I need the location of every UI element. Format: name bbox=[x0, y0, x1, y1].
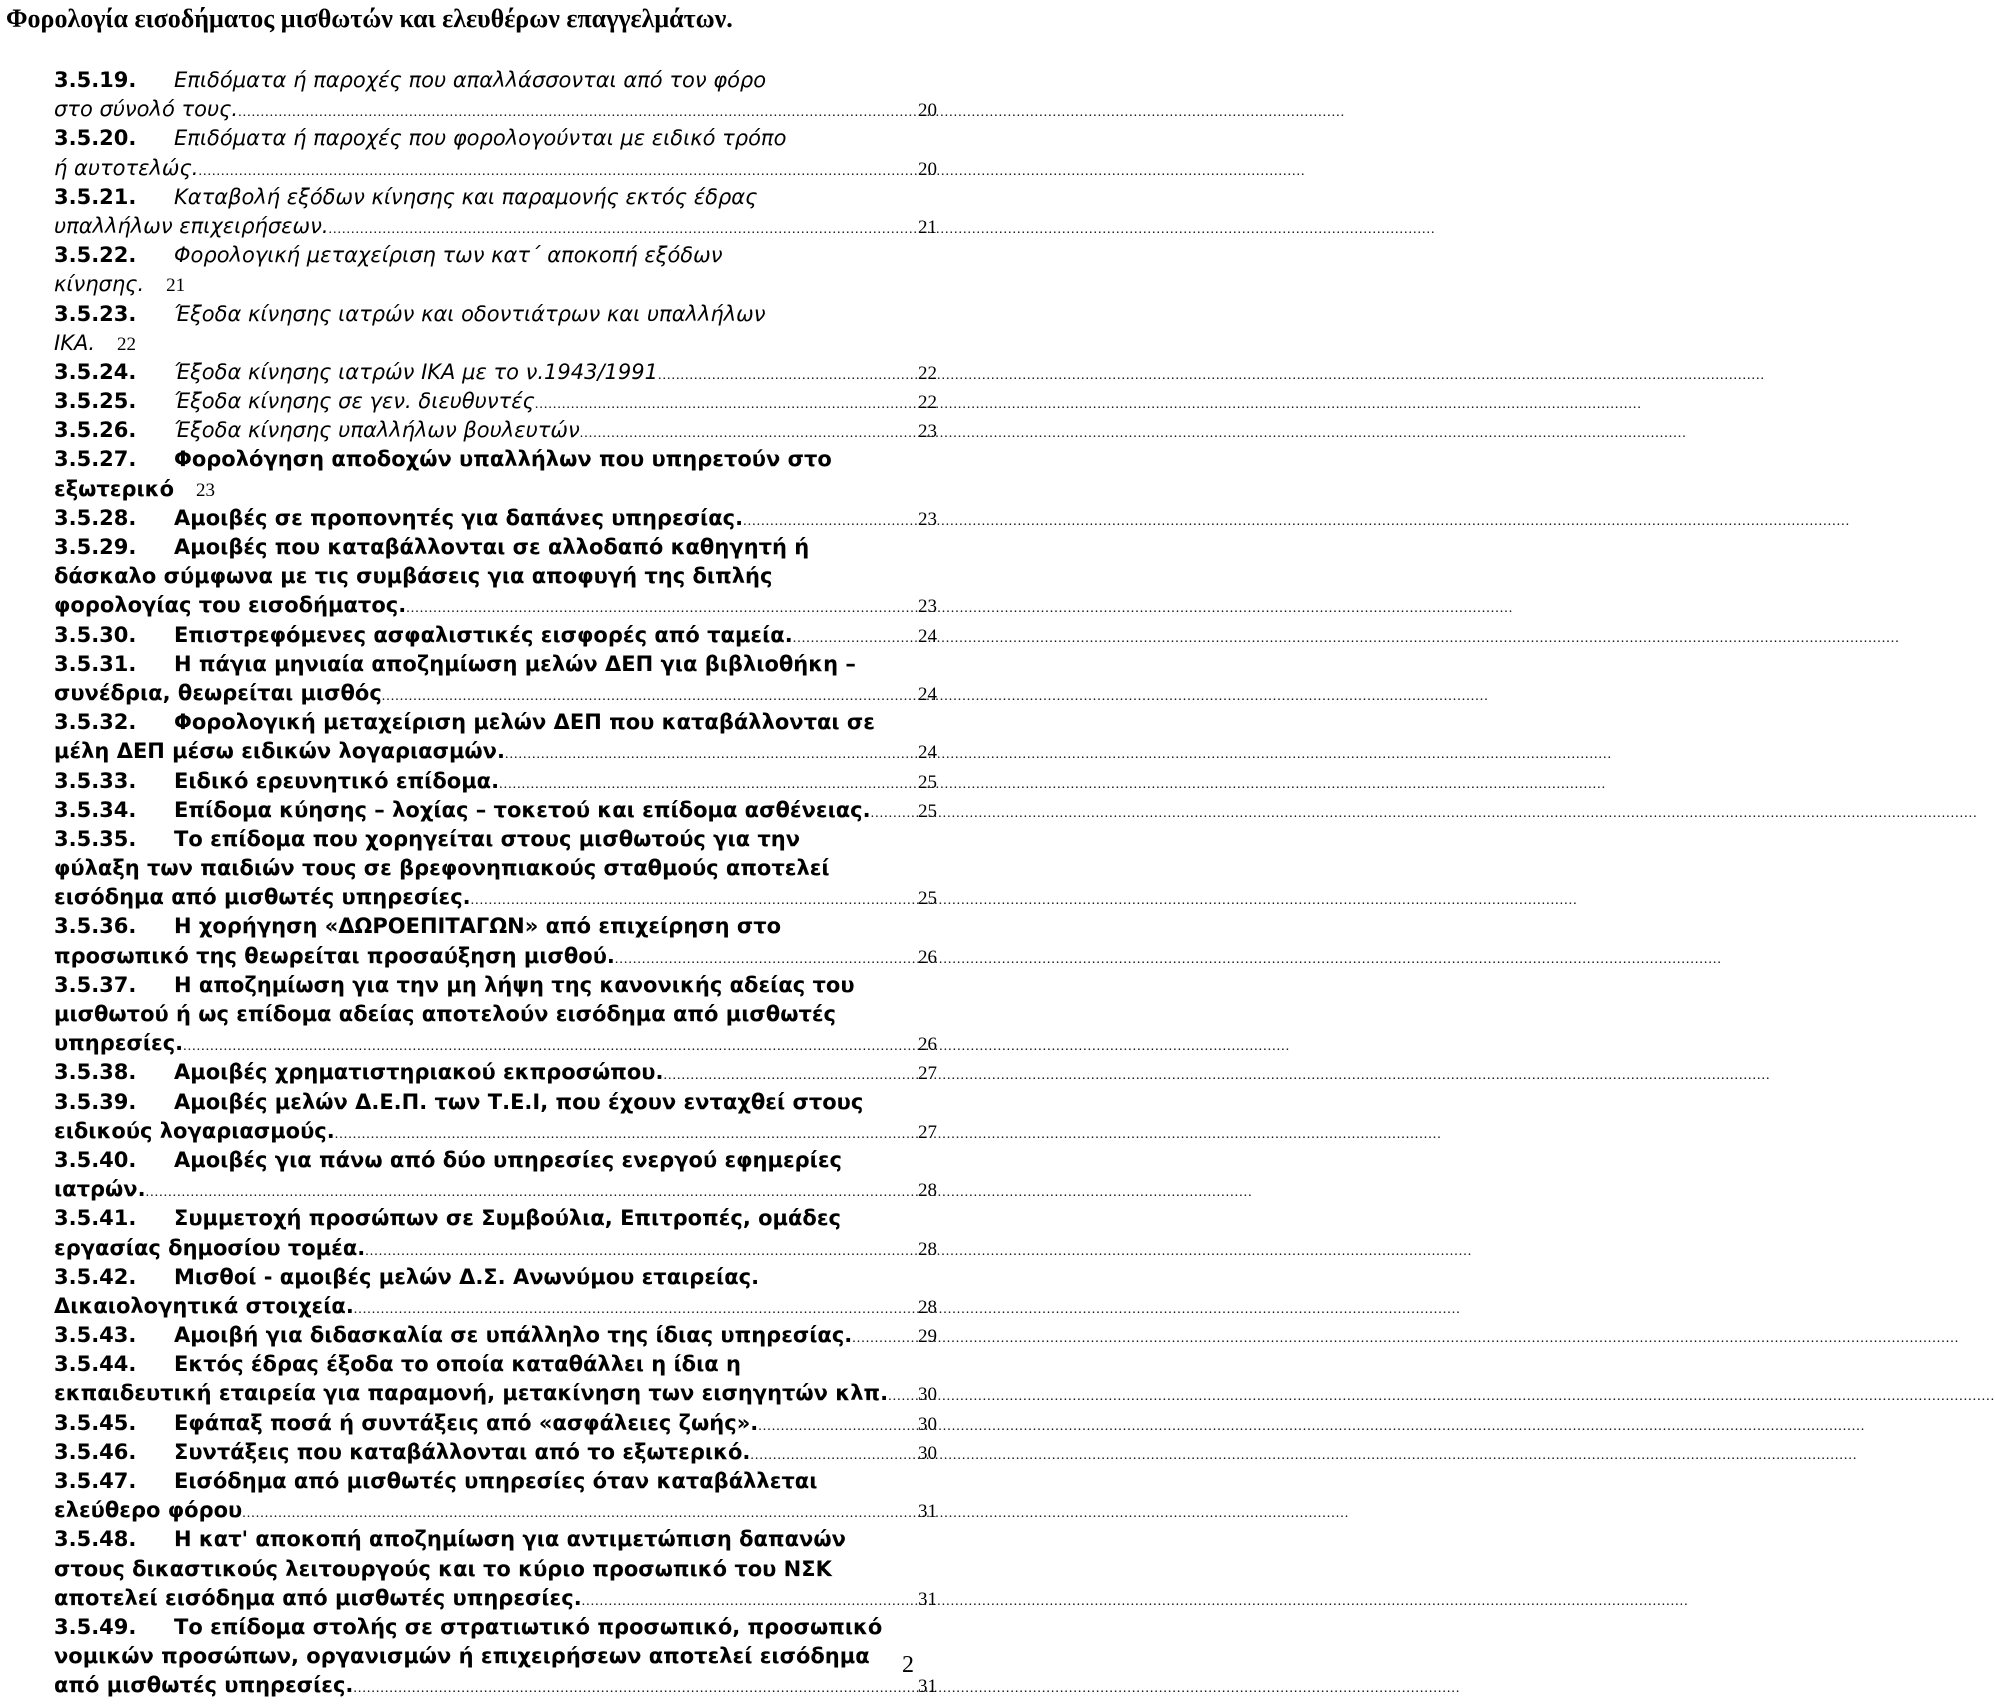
toc-entry-page-number: 25 bbox=[918, 888, 937, 910]
toc-entry-line bbox=[54, 1409, 937, 1438]
toc-entry[interactable] bbox=[54, 796, 937, 825]
toc-entry-number: 3.5.37. bbox=[54, 972, 137, 997]
dot-leader bbox=[242, 1499, 915, 1528]
dot-leader bbox=[615, 945, 915, 974]
toc-entry[interactable] bbox=[54, 183, 937, 241]
dot-leader bbox=[580, 419, 915, 448]
toc-entry-line bbox=[54, 154, 937, 183]
toc-entry-text: Έξοδα κίνησης ιατρών και οδοντιάτρων και υπαλλήλων bbox=[174, 301, 766, 326]
toc-entry[interactable] bbox=[54, 1058, 937, 1087]
toc-entry-text: Αμοιβή για διδασκαλία σε υπάλληλο της ίδιας υπηρεσίας. bbox=[174, 1323, 853, 1348]
toc-entry-number: 3.5.43. bbox=[54, 1323, 137, 1348]
toc-entry-number: 3.5.21. bbox=[54, 184, 137, 209]
toc-entry-line bbox=[54, 504, 937, 533]
toc-entry-text: εκπαιδευτική εταιρεία για παραμονή, μετακίνηση των εισηγητών κλπ. bbox=[54, 1381, 889, 1406]
toc-entry-line bbox=[54, 1175, 937, 1204]
toc-entry-text: Επιδόματα ή παροχές που απαλλάσσονται από τον φόρο bbox=[174, 68, 767, 92]
toc-entry[interactable] bbox=[54, 1350, 937, 1408]
dot-leader bbox=[354, 1295, 915, 1324]
toc-entry-line bbox=[54, 533, 937, 562]
toc-entry-line bbox=[54, 825, 937, 854]
toc-entry-line bbox=[54, 1555, 937, 1584]
toc-entry-page-number: 24 bbox=[918, 625, 937, 647]
toc-entry-line bbox=[54, 1234, 937, 1263]
toc-entry-line bbox=[54, 1525, 937, 1554]
toc-entry-text: Η πάγια μηνιαία αποζημίωση μελών ΔΕΠ για βιβλιοθήκη – bbox=[174, 651, 856, 676]
toc-entry[interactable] bbox=[54, 621, 937, 650]
toc-entry[interactable] bbox=[54, 1409, 937, 1438]
toc-entry-page-number: 21 bbox=[166, 275, 186, 297]
toc-entry-line bbox=[54, 854, 937, 883]
toc-entry-line bbox=[54, 1467, 937, 1496]
toc-entry-text: Εφάπαξ ποσά ή συντάξεις από «ασφάλειες ζωής». bbox=[174, 1410, 759, 1435]
toc-entry-text: ΙΚΑ. bbox=[54, 330, 96, 355]
toc-entry-line bbox=[54, 971, 937, 1000]
dot-leader bbox=[471, 886, 915, 915]
toc-entry[interactable] bbox=[54, 504, 937, 533]
toc-entry-line bbox=[54, 708, 937, 737]
toc-entry-line bbox=[54, 329, 937, 358]
toc-entry-page-number: 30 bbox=[918, 1384, 937, 1406]
toc-entry-text: προσωπικό της θεωρείται προσαύξηση μισθού. bbox=[54, 943, 615, 968]
toc-entry-text: κίνησης. bbox=[54, 272, 145, 297]
toc-entry-line bbox=[54, 1117, 937, 1146]
toc-entry-text: Η κατ' αποκοπή αποζημίωση για αντιμετώπιση δαπανών bbox=[174, 1527, 846, 1552]
toc-entry-text: Φορολόγηση αποδοχών υπαλλήλων που υπηρετούν στο bbox=[174, 447, 832, 472]
toc-entry-text: ιατρών. bbox=[54, 1177, 146, 1202]
toc-entry[interactable] bbox=[54, 416, 937, 445]
dot-leader bbox=[888, 1382, 915, 1411]
toc-entry-number: 3.5.23. bbox=[54, 301, 137, 326]
dot-leader bbox=[499, 770, 915, 799]
toc-entry[interactable] bbox=[54, 1088, 937, 1146]
toc-entry-line bbox=[54, 883, 937, 912]
toc-entry-number: 3.5.22. bbox=[54, 243, 137, 268]
toc-entry-line bbox=[54, 1496, 937, 1525]
toc-entry-line bbox=[54, 1671, 937, 1700]
toc-entry-page-number: 27 bbox=[918, 1121, 937, 1143]
toc-entry-line bbox=[54, 767, 937, 796]
toc-entry-text: Δικαιολογητικά στοιχεία. bbox=[54, 1293, 354, 1318]
dot-leader bbox=[505, 740, 915, 769]
toc-entry-line bbox=[54, 183, 937, 212]
toc-entry[interactable] bbox=[54, 971, 937, 1059]
toc-entry-number: 3.5.49. bbox=[54, 1614, 137, 1639]
table-of-contents bbox=[54, 66, 937, 1701]
toc-entry-number: 3.5.47. bbox=[54, 1469, 137, 1493]
toc-entry-page-number: 23 bbox=[918, 421, 937, 443]
toc-entry-page-number: 22 bbox=[918, 362, 937, 384]
toc-entry-text: εισόδημα από μισθωτές υπηρεσίες. bbox=[54, 885, 471, 910]
toc-entry-page-number: 26 bbox=[918, 1034, 937, 1056]
toc-entry-line bbox=[54, 1584, 937, 1613]
toc-entry-line bbox=[54, 796, 937, 825]
toc-entry[interactable] bbox=[54, 1613, 937, 1701]
toc-entry-number: 3.5.32. bbox=[54, 710, 137, 735]
toc-entry[interactable] bbox=[54, 1146, 937, 1204]
toc-entry-line bbox=[54, 1350, 937, 1379]
toc-entry-line bbox=[54, 212, 937, 241]
toc-entry-number: 3.5.34. bbox=[54, 797, 137, 822]
toc-entry-text: υπαλλήλων επιχειρήσεων. bbox=[54, 213, 329, 238]
toc-entry-line bbox=[54, 300, 937, 329]
document-page bbox=[0, 0, 960, 1702]
toc-entry-page-number: 25 bbox=[918, 800, 937, 822]
toc-entry-text: ή αυτοτελώς. bbox=[54, 155, 199, 180]
toc-entry-line bbox=[54, 270, 937, 299]
toc-entry[interactable] bbox=[54, 767, 937, 796]
toc-entry-line bbox=[54, 124, 937, 153]
toc-entry-line bbox=[54, 650, 937, 679]
toc-entry-line bbox=[54, 1613, 937, 1642]
toc-entry-text: στο σύνολό τους. bbox=[54, 97, 239, 122]
toc-entry-text: εξωτερικό bbox=[54, 476, 175, 501]
toc-entry-page-number: 27 bbox=[918, 1063, 937, 1085]
toc-entry-number: 3.5.40. bbox=[54, 1147, 137, 1172]
toc-entry-line bbox=[54, 679, 937, 708]
dot-leader bbox=[750, 1441, 915, 1470]
toc-entry-page-number: 23 bbox=[196, 479, 216, 501]
toc-entry-line bbox=[54, 1321, 937, 1350]
toc-entry-text: ελεύθερο φόρου bbox=[54, 1498, 243, 1523]
toc-entry[interactable] bbox=[54, 650, 937, 708]
toc-entry-number: 3.5.28. bbox=[54, 505, 137, 530]
toc-entry-line bbox=[54, 1058, 937, 1087]
toc-entry-number: 3.5.31. bbox=[54, 651, 137, 676]
toc-entry-page-number: 26 bbox=[918, 946, 937, 968]
toc-entry-number: 3.5.46. bbox=[54, 1439, 137, 1464]
toc-entry-page-number: 30 bbox=[918, 1413, 937, 1435]
toc-entry[interactable] bbox=[54, 708, 937, 766]
toc-entry-text: στους δικαστικούς λειτουργούς και το κύριο προσωπικό του ΝΣΚ bbox=[54, 1556, 832, 1581]
toc-entry-text: αποτελεί εισόδημα από μισθωτές υπηρεσίες. bbox=[54, 1585, 582, 1610]
toc-entry[interactable] bbox=[54, 1263, 937, 1321]
toc-entry-text: Συντάξεις που καταβάλλονται από το εξωτερικό. bbox=[174, 1439, 751, 1464]
toc-entry-text: Έξοδα κίνησης υπαλλήλων βουλευτών bbox=[174, 418, 580, 443]
toc-entry-text: Επίδομα κύησης – λοχίας – τοκετού και επίδομα ασθένειας. bbox=[174, 797, 871, 822]
toc-entry-number: 3.5.20. bbox=[54, 126, 137, 151]
dot-leader bbox=[793, 624, 915, 653]
toc-entry-text: Μισθοί - αμοιβές μελών Δ.Σ. Ανωνύμου εταιρείας. bbox=[174, 1264, 760, 1289]
toc-entry-page-number: 22 bbox=[117, 333, 137, 355]
toc-entry-page-number: 24 bbox=[918, 742, 937, 764]
toc-entry-text: Έξοδα κίνησης σε γεν. διευθυντές bbox=[174, 389, 535, 414]
toc-entry-line bbox=[54, 358, 937, 387]
toc-entry-text: φύλαξη των παιδιών τους σε βρεφονηπιακούς σταθμούς αποτελεί bbox=[54, 856, 830, 881]
toc-entry[interactable] bbox=[54, 1438, 937, 1467]
toc-entry-line bbox=[54, 66, 937, 95]
page-title: Φορολογία εισοδήματος μισθωτών και ελευθέρων επαγγελμάτων. bbox=[6, 4, 733, 33]
dot-leader bbox=[335, 1120, 915, 1149]
dot-leader bbox=[852, 1324, 915, 1353]
toc-entry[interactable] bbox=[54, 912, 937, 970]
toc-entry-page-number: 24 bbox=[918, 683, 937, 705]
toc-entry-number: 3.5.30. bbox=[54, 622, 137, 647]
toc-entry-text: Αμοιβές σε προπονητές για δαπάνες υπηρεσίας. bbox=[174, 505, 744, 530]
toc-entry-number: 3.5.36. bbox=[54, 914, 137, 939]
toc-entry-line bbox=[54, 416, 937, 445]
toc-entry-text: Το επίδομα που χορηγείται στους μισθωτούς για την bbox=[174, 826, 801, 851]
toc-entry-line bbox=[54, 1146, 937, 1175]
toc-entry-text: Εισόδημα από μισθωτές υπηρεσίες όταν καταβάλλεται bbox=[174, 1469, 818, 1493]
dot-leader bbox=[238, 98, 915, 127]
toc-entry-line bbox=[54, 1438, 937, 1467]
toc-entry-line bbox=[54, 562, 937, 591]
toc-entry-text: Φορολογική μεταχείριση των κατ΄ αποκοπή εξόδων bbox=[174, 243, 723, 268]
toc-entry[interactable] bbox=[54, 241, 937, 299]
toc-entry-text: Έξοδα κίνησης ιατρών ΙΚΑ με το ν.1943/1991 bbox=[174, 359, 659, 384]
toc-entry-text: μέλη ΔΕΠ μέσω ειδικών λογαριασμών. bbox=[54, 739, 505, 764]
toc-entry-text: από μισθωτές υπηρεσίες. bbox=[54, 1673, 354, 1698]
dot-leader bbox=[353, 1674, 915, 1703]
toc-entry[interactable] bbox=[54, 124, 937, 182]
toc-entry[interactable] bbox=[54, 1525, 937, 1613]
toc-entry-text: Αμοιβές που καταβάλλονται σε αλλοδαπό καθηγητή ή bbox=[174, 535, 810, 559]
toc-entry-text: Εκτός έδρας έξοδα το οποία καταθάλλει η ίδια η bbox=[174, 1352, 741, 1377]
toc-entry-page-number: 31 bbox=[918, 1676, 937, 1698]
dot-leader bbox=[183, 1032, 915, 1061]
dot-leader bbox=[871, 799, 915, 828]
toc-entry-number: 3.5.42. bbox=[54, 1264, 137, 1289]
toc-entry-text: δάσκαλο σύμφωνα με τις συμβάσεις για αποφυγή της διπλής bbox=[54, 564, 773, 589]
toc-entry-line bbox=[54, 1088, 937, 1117]
toc-entry-number: 3.5.45. bbox=[54, 1410, 137, 1435]
dot-leader bbox=[663, 1061, 915, 1090]
toc-entry-line bbox=[54, 1292, 937, 1321]
toc-entry-page-number: 31 bbox=[918, 1588, 937, 1610]
toc-entry-line bbox=[54, 621, 937, 650]
toc-entry-number: 3.5.25. bbox=[54, 389, 137, 414]
toc-entry[interactable] bbox=[54, 533, 937, 621]
toc-entry[interactable] bbox=[54, 387, 937, 416]
toc-entry-line bbox=[54, 1204, 937, 1233]
toc-entry-page-number: 28 bbox=[918, 1296, 937, 1318]
toc-entry-text: φορολογίας του εισοδήματος. bbox=[54, 593, 407, 618]
dot-leader bbox=[758, 1412, 915, 1441]
toc-entry-text: υπηρεσίες. bbox=[54, 1031, 184, 1056]
toc-entry-line bbox=[54, 942, 937, 971]
toc-entry-line bbox=[54, 591, 937, 620]
toc-entry-text: Το επίδομα στολής σε στρατιωτικό προσωπικό, προσωπικό bbox=[174, 1614, 883, 1639]
toc-entry-page-number: 22 bbox=[918, 392, 937, 414]
toc-entry-text: Φορολογική μεταχείριση μελών ΔΕΠ που καταβάλλονται σε bbox=[174, 710, 875, 735]
toc-entry-line bbox=[54, 1379, 937, 1408]
toc-entry[interactable] bbox=[54, 300, 937, 358]
toc-entry-line bbox=[54, 475, 937, 504]
toc-entry-text: Ειδικό ερευνητικό επίδομα. bbox=[174, 768, 500, 793]
toc-entry[interactable] bbox=[54, 1467, 937, 1525]
toc-entry-page-number: 25 bbox=[918, 771, 937, 793]
toc-entry-text: Αμοιβές μελών Δ.Ε.Π. των Τ.Ε.Ι, που έχουν ενταχθεί στους bbox=[174, 1089, 864, 1114]
toc-entry-number: 3.5.41. bbox=[54, 1206, 137, 1231]
toc-entry-text: Καταβολή εξόδων κίνησης και παραμονής εκτός έδρας bbox=[174, 184, 758, 209]
toc-entry-page-number: 28 bbox=[918, 1238, 937, 1260]
dot-leader bbox=[406, 594, 915, 623]
toc-entry[interactable] bbox=[54, 1204, 937, 1262]
toc-entry-number: 3.5.44. bbox=[54, 1352, 137, 1377]
toc-entry-line bbox=[54, 95, 937, 124]
toc-entry-number: 3.5.24. bbox=[54, 359, 137, 384]
toc-entry-page-number: 23 bbox=[918, 508, 937, 530]
toc-entry[interactable] bbox=[54, 445, 937, 503]
toc-entry[interactable] bbox=[54, 66, 937, 124]
toc-entry-text: Επιστρεφόμενες ασφαλιστικές εισφορές από ταμεία. bbox=[174, 622, 793, 647]
dot-leader bbox=[535, 390, 915, 419]
toc-entry-line bbox=[54, 1642, 937, 1671]
toc-entry-page-number: 31 bbox=[918, 1501, 937, 1523]
toc-entry-line bbox=[54, 737, 937, 766]
toc-entry-text: Η χορήγηση «ΔΩΡΟΕΠΙΤΑΓΩΝ» από επιχείρηση στο bbox=[174, 914, 782, 939]
toc-entry-line bbox=[54, 445, 937, 474]
toc-entry-line bbox=[54, 1029, 937, 1058]
toc-entry-number: 3.5.35. bbox=[54, 826, 137, 851]
toc-entry-text: Αμοιβές χρηματιστηριακού εκπροσώπου. bbox=[174, 1060, 664, 1085]
toc-entry-page-number: 28 bbox=[918, 1180, 937, 1202]
toc-entry-text: Επιδόματα ή παροχές που φορολογούνται με ειδικό τρόπο bbox=[174, 126, 787, 151]
toc-entry[interactable] bbox=[54, 825, 937, 913]
toc-entry-line bbox=[54, 1000, 937, 1029]
dot-leader bbox=[658, 361, 915, 390]
toc-entry-line bbox=[54, 387, 937, 416]
dot-leader bbox=[329, 215, 916, 244]
toc-entry-text: νομικών προσώπων, οργανισμών ή επιχειρήσεων αποτελεί εισόδημα bbox=[54, 1644, 870, 1669]
toc-entry-number: 3.5.26. bbox=[54, 418, 137, 443]
toc-entry-number: 3.5.48. bbox=[54, 1527, 137, 1552]
dot-leader bbox=[365, 1237, 915, 1266]
dot-leader bbox=[382, 682, 915, 711]
dot-leader bbox=[582, 1587, 915, 1616]
toc-entry-text: μισθωτού ή ως επίδομα αδείας αποτελούν εισόδημα από μισθωτές bbox=[54, 1002, 836, 1026]
toc-entry[interactable] bbox=[54, 358, 937, 387]
toc-entry-text: συνέδρια, θεωρείται μισθός bbox=[54, 680, 382, 705]
toc-entry-number: 3.5.19. bbox=[54, 68, 137, 92]
toc-entry-page-number: 20 bbox=[918, 158, 937, 180]
page-number: 2 bbox=[902, 1652, 914, 1678]
toc-entry-page-number: 23 bbox=[918, 596, 937, 618]
dot-leader bbox=[146, 1178, 915, 1207]
toc-entry-page-number: 20 bbox=[918, 100, 937, 122]
toc-entry-number: 3.5.33. bbox=[54, 768, 137, 793]
toc-entry-text: Η αποζημίωση για την μη λήψη της κανονικής αδείας του bbox=[174, 972, 855, 997]
toc-entry-text: ειδικούς λογαριασμούς. bbox=[54, 1118, 335, 1143]
toc-entry-page-number: 30 bbox=[918, 1442, 937, 1464]
toc-entry-text: Αμοιβές για πάνω από δύο υπηρεσίες ενεργού εφημερίες bbox=[174, 1147, 843, 1172]
toc-entry-text: εργασίας δημοσίου τομέα. bbox=[54, 1235, 366, 1260]
toc-entry-page-number: 29 bbox=[918, 1326, 937, 1348]
toc-entry-number: 3.5.39. bbox=[54, 1089, 137, 1114]
toc-entry-text: Συμμετοχή προσώπων σε Συμβούλια, Επιτροπές, ομάδες bbox=[174, 1206, 841, 1231]
toc-entry[interactable] bbox=[54, 1321, 937, 1350]
toc-entry-number: 3.5.27. bbox=[54, 447, 137, 472]
toc-entry-number: 3.5.38. bbox=[54, 1060, 137, 1085]
toc-entry-line bbox=[54, 1263, 937, 1292]
toc-entry-page-number: 21 bbox=[918, 216, 937, 238]
dot-leader bbox=[198, 157, 915, 186]
toc-entry-line bbox=[54, 241, 937, 270]
toc-entry-number: 3.5.29. bbox=[54, 535, 137, 559]
toc-entry-line bbox=[54, 912, 937, 941]
dot-leader bbox=[743, 507, 915, 536]
